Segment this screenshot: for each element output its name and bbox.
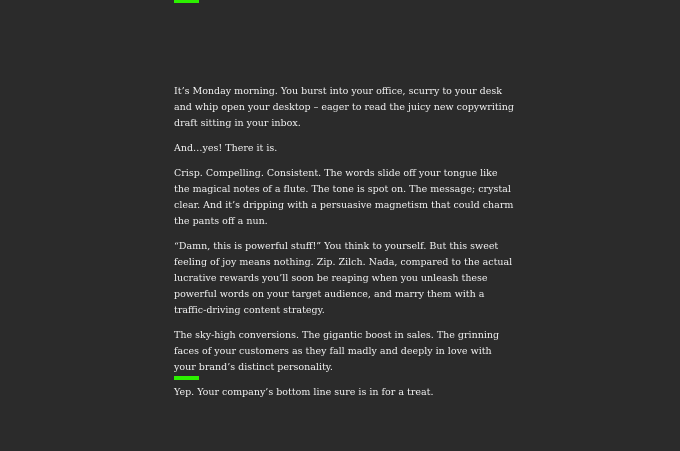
- paragraph-2: And…yes! There it is.: [174, 143, 278, 154]
- paragraph-1: It’s Monday morning. You burst into your office, scurry to your desk and whip open your desktop – eager to read the juicy new copywriting draft sitting in your inbox.: [174, 86, 514, 129]
- bottom-accent-bar: [174, 376, 199, 380]
- paragraph-4: “Damn, this is powerful stuff!” You think to yourself. But this sweet feeling of joy means nothing. Zip. Zilch. Nada, compared to the actual lucrative rewards you’ll soon be reaping when you unleash these powerful words on your target audience, and marry them with a traffic-driving content strategy.: [174, 241, 513, 316]
- top-accent-bar: [174, 0, 199, 3]
- article-body: [174, 84, 514, 410]
- paragraph-5: The sky-high conversions. The gigantic boost in sales. The grinning faces of your customers as they fall madly and deeply in love with your brand’s distinct personality.: [174, 330, 500, 373]
- paragraph-6: Yep. Your company’s bottom line sure is in for a treat.: [174, 387, 434, 398]
- paragraph-3: Crisp. Compelling. Consistent. The words slide off your tongue like the magical notes of a flute. The tone is spot on. The message; crystal clear. And it’s dripping with a persuasive magnetism that could charm the pants off a nun.: [174, 168, 514, 227]
